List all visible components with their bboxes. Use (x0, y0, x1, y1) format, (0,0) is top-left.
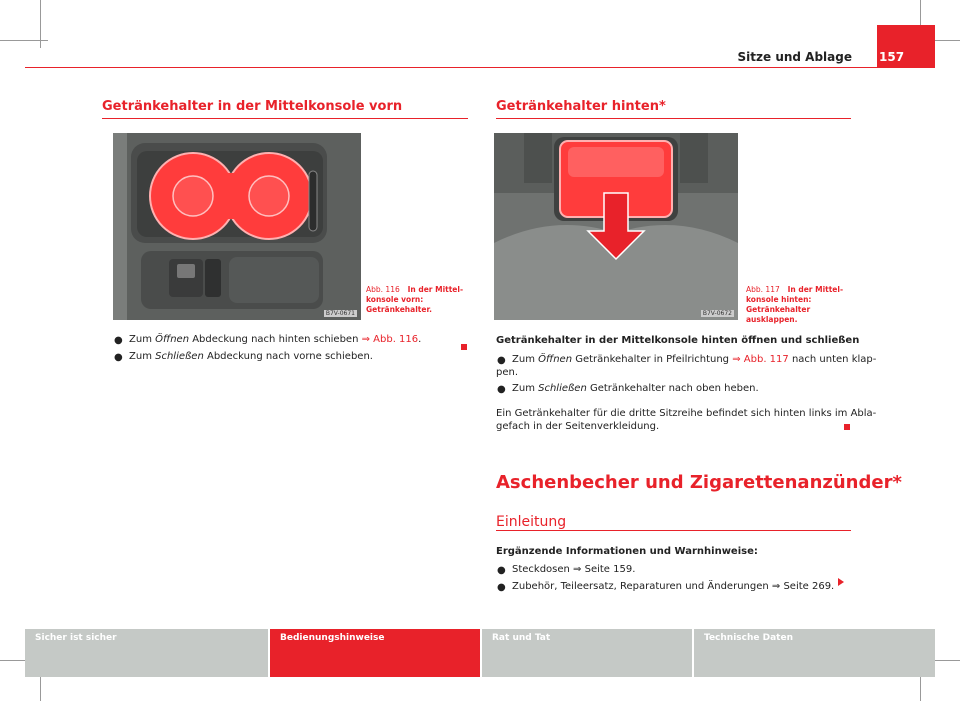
emphasis: Schließen (155, 351, 204, 362)
caption-label: Abb. 116 (366, 285, 400, 294)
text: Getränkehalter nach oben heben. (586, 383, 759, 394)
continue-arrow-icon (838, 578, 844, 586)
bullet-dot: ● (497, 582, 506, 593)
figure-front-cupholder (113, 133, 361, 320)
figure-code: B7V-0672 (702, 310, 732, 317)
text: Zum (512, 383, 539, 394)
page-number: 157 (879, 50, 905, 64)
text: Zum (129, 334, 156, 345)
text: . (418, 334, 422, 345)
text: Getränkehalter in Pfeilrichtung (572, 354, 733, 365)
tab-technische-daten[interactable]: Technische Daten (694, 629, 935, 677)
chapter-title: Aschenbecher und Zigarettenanzünder* (496, 472, 902, 493)
text: Abdeckung nach hinten schieben (189, 334, 362, 345)
info-heading: Ergänzende Informationen und Warnhinweise: (496, 546, 758, 557)
bullet-dot: ● (114, 335, 123, 346)
section-end-marker (844, 424, 850, 430)
section-title-front-cupholder: Getränkehalter in der Mittelkonsole vorn (102, 99, 403, 114)
paragraph-line: gefach in der Seitenverkleidung. (496, 421, 660, 432)
figure-code: B7V-0671 (325, 310, 355, 317)
bullet-close (129, 350, 373, 363)
running-header: Sitze und Ablage (737, 50, 852, 64)
subheading: Getränkehalter in der Mittelkonsole hinten öffnen und schließen (496, 335, 860, 346)
emphasis: Öffnen (538, 354, 573, 365)
text: Abdeckung nach vorne schieben. (203, 351, 373, 362)
cross-reference-link[interactable]: ⇒ Abb. 117 (732, 354, 789, 365)
tab-bedienungshinweise[interactable]: Bedienungshinweise (270, 629, 480, 677)
tab-sicher-ist-sicher[interactable]: Sicher ist sicher (25, 629, 268, 677)
text: Zum (129, 351, 156, 362)
figure-rear-cupholder (494, 133, 738, 320)
bullet-close-rear (512, 382, 759, 395)
section-rule (102, 118, 468, 119)
bullet-dot: ● (497, 355, 506, 366)
cross-reference-link[interactable]: ⇒ Abb. 116 (361, 334, 419, 345)
emphasis: Öffnen (155, 334, 190, 345)
section-rule (496, 118, 851, 119)
bullet-dot: ● (497, 384, 506, 395)
crop-mark (0, 40, 48, 41)
text: Zum (512, 354, 539, 365)
header-rule (25, 67, 935, 68)
section-end-marker (461, 344, 467, 350)
bullet-dot: ● (114, 352, 123, 363)
caption-label: Abb. 117 (746, 285, 780, 294)
caption-text: In der Mittelkonsole hinten: Getränkehalter ausklappen. (746, 285, 844, 324)
bullet-open-rear-cont: pen. (496, 367, 519, 378)
bullet-open (129, 333, 421, 346)
bullet-dot: ● (497, 565, 506, 576)
emphasis: Schließen (538, 383, 587, 394)
tab-rat-und-tat[interactable]: Rat und Tat (482, 629, 692, 677)
section-rule (496, 530, 851, 531)
bullet-open-rear (512, 353, 876, 366)
figure-caption-116 (366, 285, 466, 315)
info-item[interactable]: Zubehör, Teileersatz, Reparaturen und Änderungen ⇒ Seite 269. (512, 581, 835, 592)
text: nach unten klap- (788, 354, 877, 365)
section-title-rear-cupholder: Getränkehalter hinten* (496, 99, 666, 114)
subchapter-title: Einleitung (496, 514, 567, 530)
paragraph-line: Ein Getränkehalter für die dritte Sitzreihe befindet sich hinten links im Abla- (496, 408, 877, 419)
caption-text: In der Mittelkonsole vorn: Getränkehalter. (366, 285, 464, 314)
info-item[interactable]: Steckdosen ⇒ Seite 159. (512, 564, 636, 575)
figure-caption-117 (746, 285, 846, 325)
